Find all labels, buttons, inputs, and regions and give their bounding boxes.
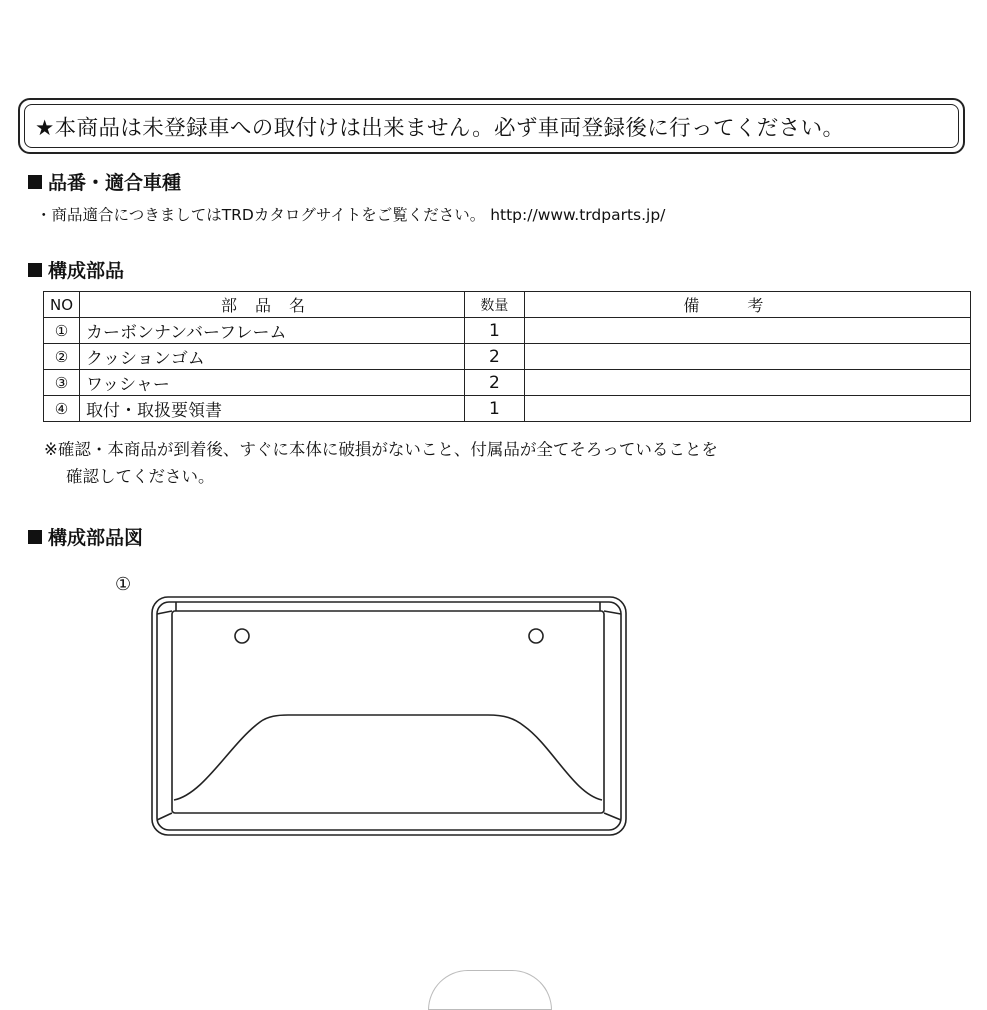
row-name: カーボンナンバーフレーム: [80, 318, 465, 344]
frame-corner-line: [604, 813, 621, 820]
mounting-hole: [529, 629, 543, 643]
frame-corner-line: [157, 813, 172, 820]
row-name: 取付・取扱要領書: [80, 396, 465, 422]
header-name: 部品名: [80, 292, 465, 318]
black-square-icon: [28, 175, 42, 189]
row-no: ①: [44, 318, 80, 344]
parts-table: [43, 291, 971, 422]
notice-text: ★本商品は未登録車への取付けは出来ません。必ず車両登録後に行ってください。: [24, 104, 959, 148]
diagram-heading: [28, 523, 143, 550]
table-row: [44, 344, 971, 370]
frame-corner-line: [604, 611, 621, 614]
row-name: ワッシャー: [80, 370, 465, 396]
row-qty: 1: [464, 318, 524, 344]
row-no: ③: [44, 370, 80, 396]
compat-title: 品番・適合車種: [48, 172, 182, 194]
confirmation-note-line2: 確認してください。: [66, 467, 215, 486]
black-square-icon: [28, 263, 42, 277]
frame-outer-edge-inner: [157, 602, 621, 830]
table-row: [44, 318, 971, 344]
row-qty: 2: [464, 344, 524, 370]
bottom-scroll-tab[interactable]: [428, 970, 552, 1010]
diagram-title: 構成部品図: [48, 527, 144, 549]
notice-box: [18, 98, 965, 154]
row-no: ④: [44, 396, 80, 422]
frame-bottom-curve-shadow: [174, 721, 292, 806]
mounting-hole: [235, 629, 249, 643]
header-qty: 数量: [464, 292, 524, 318]
row-remark: [524, 344, 970, 370]
frame-bottom-curve: [174, 715, 602, 800]
row-qty: 2: [464, 370, 524, 396]
table-row: [44, 370, 971, 396]
row-no: ②: [44, 344, 80, 370]
header-no: NO: [44, 292, 80, 318]
frame-outer-edge: [152, 597, 626, 835]
frame-corner-line: [157, 611, 172, 614]
parts-heading: [28, 256, 124, 283]
row-name: クッションゴム: [80, 344, 465, 370]
header-remark: 備考: [524, 292, 970, 318]
compat-note: ・商品適合につきましてはTRDカタログサイトをご覧ください。 http://www.trdparts.jp/: [36, 206, 666, 224]
compat-heading: [28, 168, 181, 195]
row-remark: [524, 318, 970, 344]
number-frame-diagram: [148, 594, 632, 840]
row-remark: [524, 396, 970, 422]
black-square-icon: [28, 530, 42, 544]
table-header-row: [44, 292, 971, 318]
row-remark: [524, 370, 970, 396]
diagram-part-label: ①: [115, 574, 132, 595]
confirmation-note-line1: ※確認・本商品が到着後、すぐに本体に破損がないこと、付属品が全てそろっていることを: [44, 440, 718, 459]
parts-title: 構成部品: [48, 260, 125, 282]
row-qty: 1: [464, 396, 524, 422]
table-row: [44, 396, 971, 422]
